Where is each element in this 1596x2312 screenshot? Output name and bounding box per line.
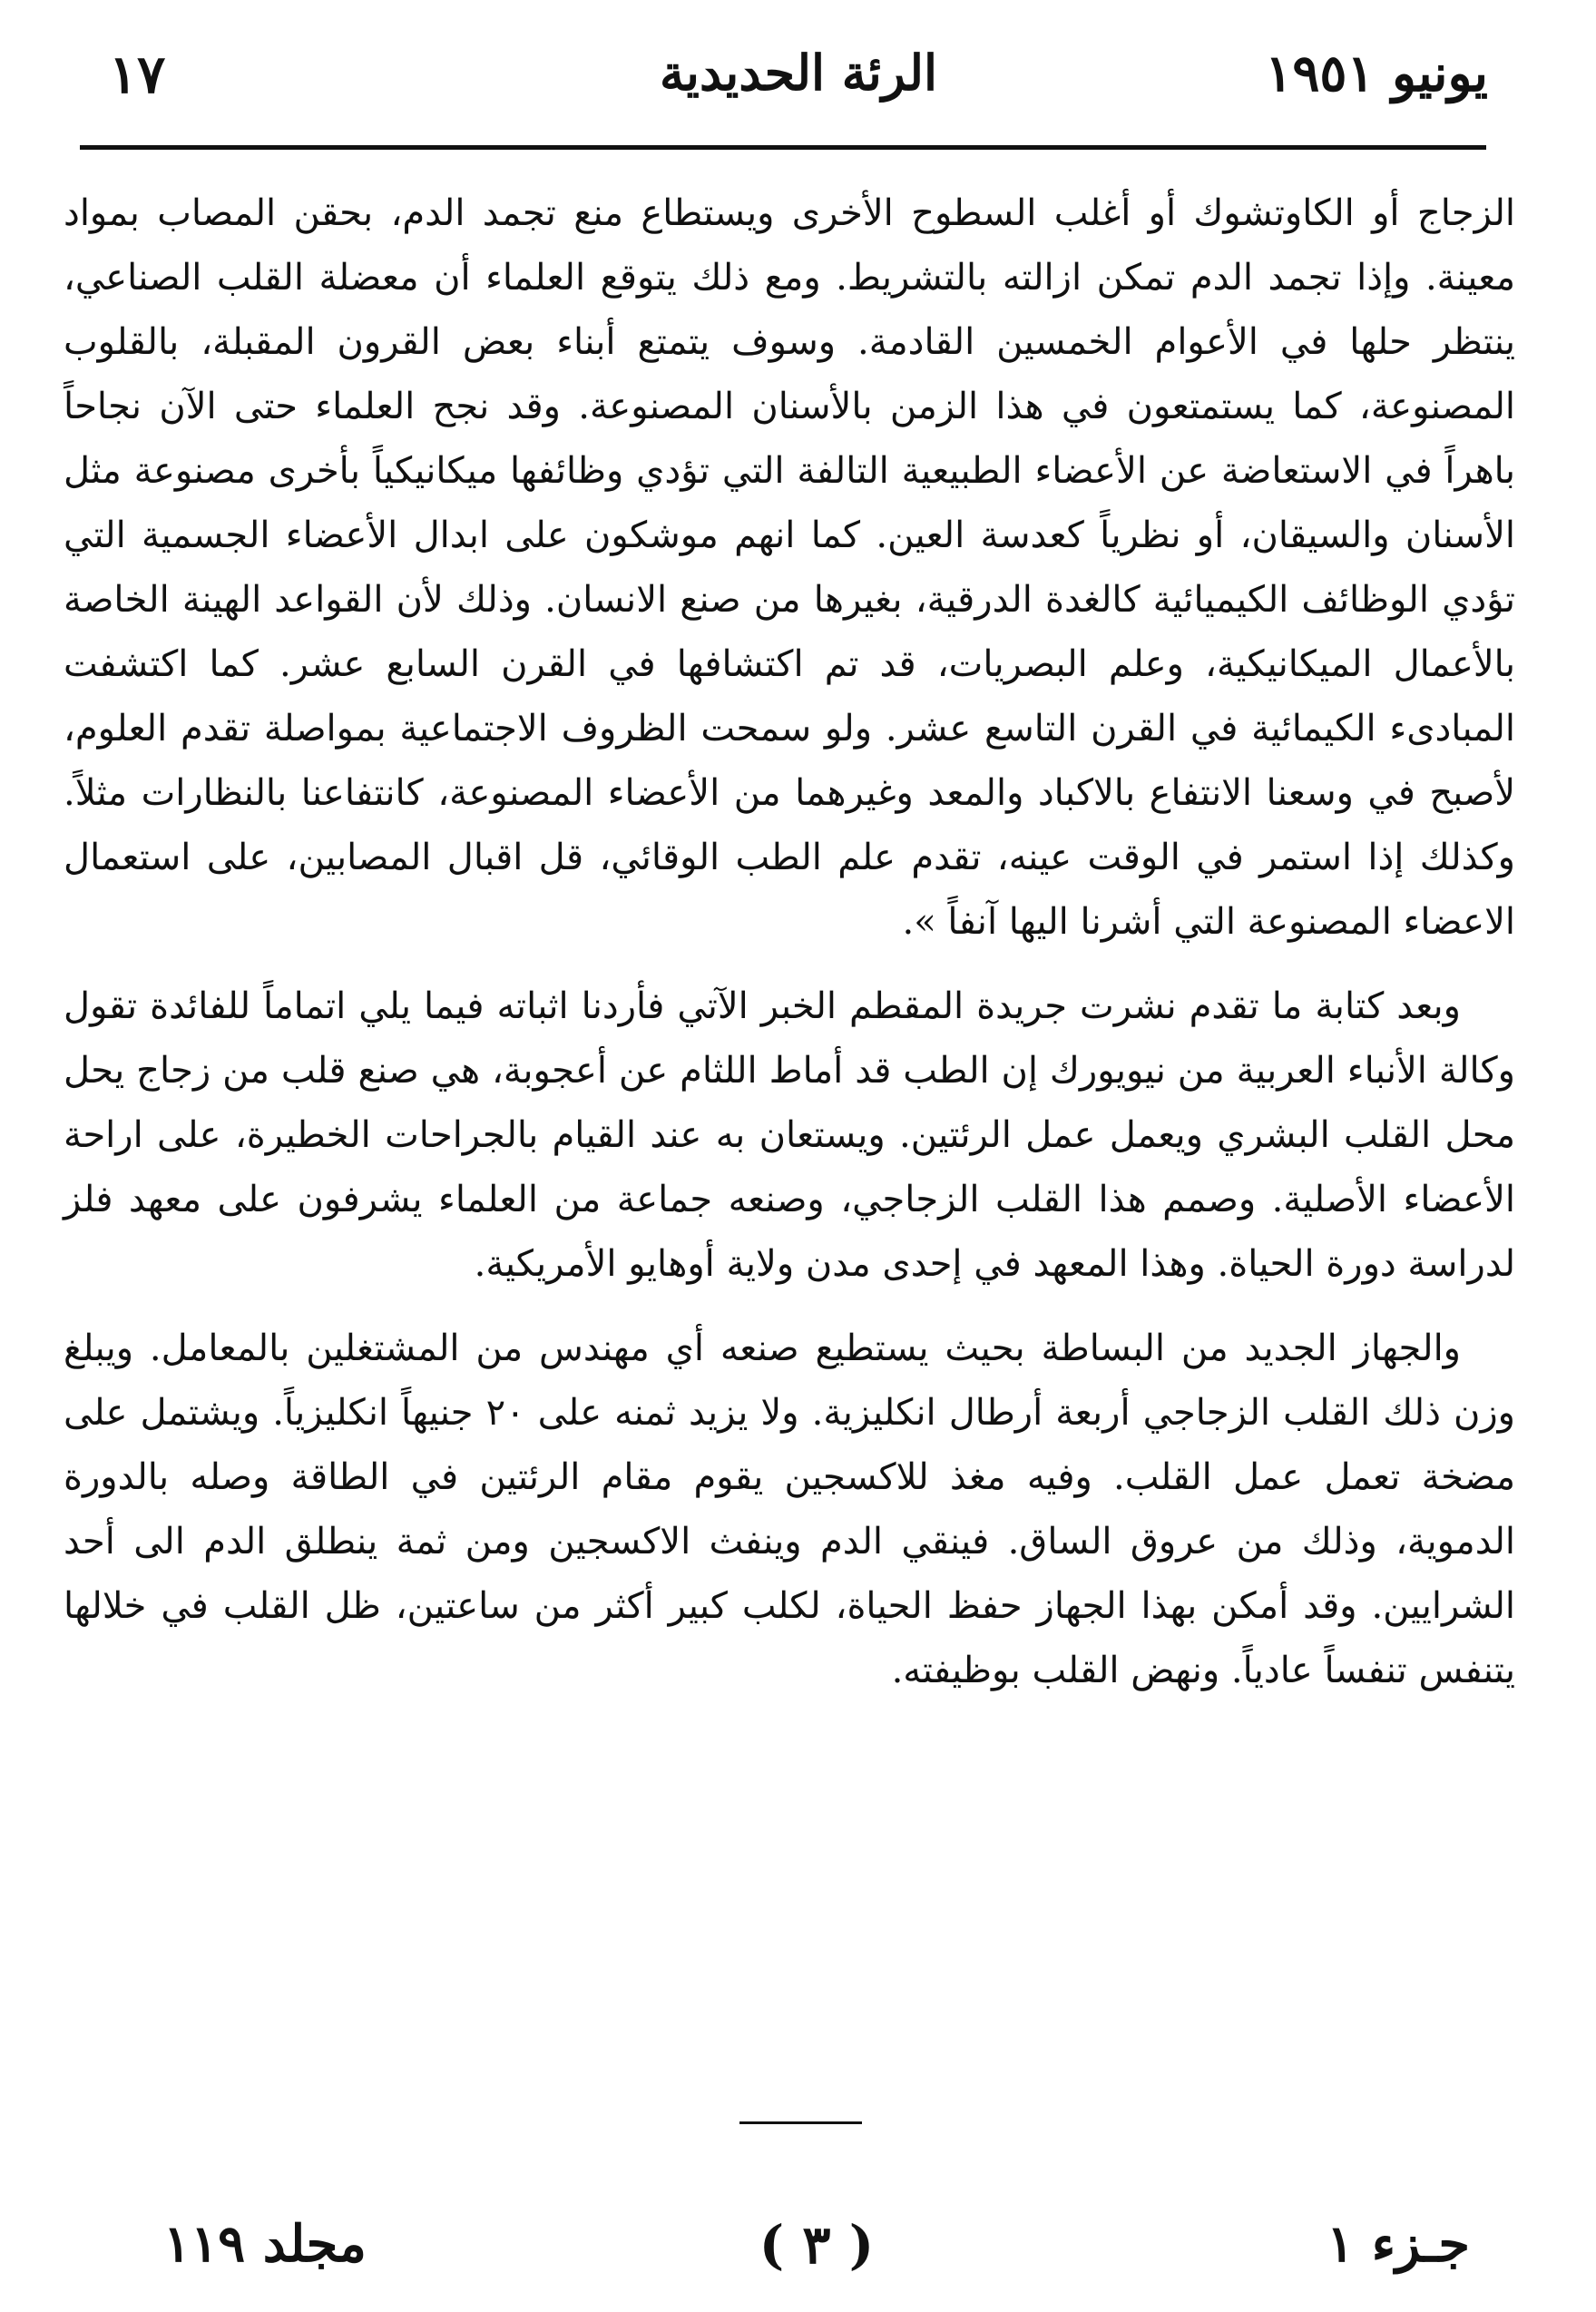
footer-issue-number: ( ٣ ) — [759, 2214, 875, 2276]
page-footer — [163, 2214, 1470, 2287]
header-page-number: ١٧ — [109, 44, 166, 105]
paragraph-3: والجهاز الجديد من البساطة بحيث يستطيع صنعه أي مهندس من المشتغلين بالمعامل. ويبلغ وزن ذلك القلب الزجاجي أربعة أرطال انكليزية. ولا يزيد ثمنه على ٢٠ جنيهاً انكليزياً. ويشتمل على مضخة تعمل عمل القلب. وفيه مغذ للاكسجين يقوم مقام الرئتين في الطاقة وصله بالدورة الدموية، وذلك من عروق الساق. فينقي الدم وينفث الاكسجين ومن ثمة ينطلق الدم الى أحد الشرايين. وقد أمكن بهذا الجهاز حفظ الحياة، لكلب كبير أكثر من ساعتين، ظل القلب في خلالها يتنفس تنفساً عادياً. ونهض القلب بوظيفته. — [64, 1327, 1515, 1691]
footer-part: جـزء ١ — [1327, 2214, 1470, 2274]
running-header — [109, 44, 1488, 116]
footer-volume: مجلد ١١٩ — [163, 2214, 367, 2274]
paragraph-2: وبعد كتابة ما تقدم نشرت جريدة المقطم الخبر الآتي فأردنا اثباته فيما يلي اتماماً للفائدة تقول وكالة الأنباء العربية من نيويورك إن الطب قد أماط اللثام عن أعجوبة، هي صنع قلب من زجاج يحل محل القلب البشري ويعمل عمل الرئتين. ويستعان به عند القيام بالجراحات الخطيرة، على اراحة الأعضاء الأصلية. وصمم هذا القلب الزجاجي، وصنعه جماعة من العلماء يشرفون على معهد فلز لدراسة دورة الحياة. وهذا المعهد في إحدى مدن ولاية أوهايو الأمريكية. — [64, 985, 1515, 1285]
header-journal-title: الرئة الحديدية — [659, 44, 938, 102]
article-body — [64, 181, 1515, 1723]
paragraph-1: الزجاج أو الكاوتشوك أو أغلب السطوح الأخرى ويستطاع منع تجمد الدم، بحقن المصاب بمواد معينة. وإذا تجمد الدم تمكن ازالته بالتشريط. ومع ذلك يتوقع العلماء أن معضلة القلب الصناعي، ينتظر حلها في الأعوام الخمسين القادمة. وسوف يتمتع أبناء بعض القرون المقبلة، بالقلوب المصنوعة، كما يستمتعون في هذا الزمن بالأسنان المصنوعة. وقد نجح العلماء حتى الآن نجاحاً باهراً في الاستعاضة عن الأعضاء الطبيعية التالفة التي تؤدي وظائفها ميكانيكياً بأخرى مصنوعة مثل الأسنان والسيقان، أو نظرياً كعدسة العين. كما انهم موشكون على ابدال الأعضاء الجسمية التي تؤدي الوظائف الكيميائية كالغدة الدرقية، بغيرها من صنع الانسان. وذلك لأن القواعد الهينة الخاصة بالأعمال الميكانيكية، وعلم البصريات، قد تم اكتشافها في القرن السابع عشر. كما اكتشفت المبادىء الكيمائية في القرن التاسع عشر. ولو سمحت الظروف الاجتماعية بمواصلة تقدم العلوم، لأصبح في وسعنا الانتفاع بالاكباد والمعد وغيرهما من الأعضاء المصنوعة، كانتفاعنا بالنظارات مثلاً. وكذلك إذا استمر في الوقت عينه، تقدم علم الطب الوقائي، قل اقبال المصابين، على استعمال الاعضاء المصنوعة التي أشرنا اليها آنفاً ». — [64, 192, 1516, 943]
end-rule — [739, 2121, 862, 2124]
header-date: يونيو ١٩٥١ — [1265, 44, 1488, 103]
header-rule — [80, 145, 1486, 150]
